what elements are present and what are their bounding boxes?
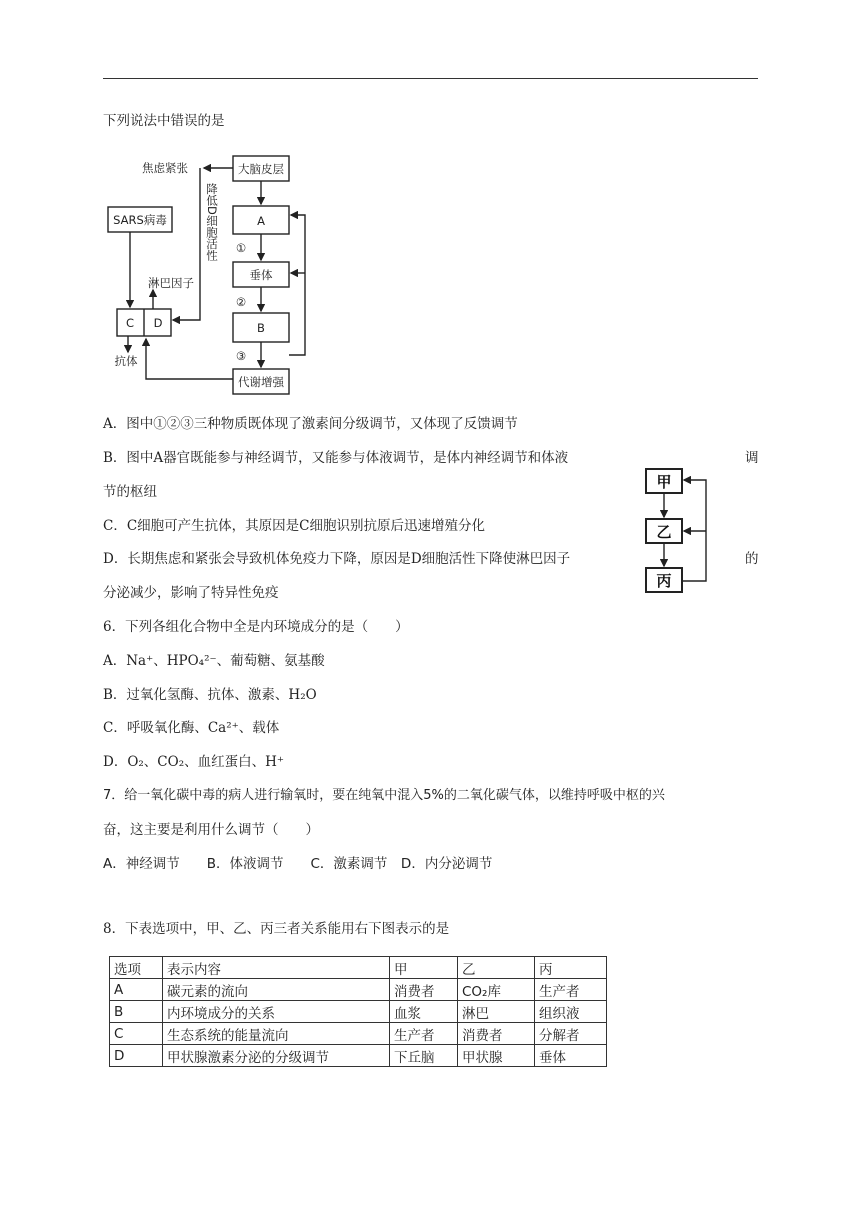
q5-option-b-tail: 调 — [745, 450, 759, 466]
header-rule — [103, 78, 758, 79]
table-row — [110, 1001, 607, 1023]
pituitary-box: 垂体 — [249, 268, 273, 282]
table-cell: 消费者 — [390, 979, 458, 1001]
a-box: A — [257, 214, 265, 228]
metabolism-box: 代谢增强 — [238, 375, 284, 389]
table-cell: 内环境成分的关系 — [163, 1001, 390, 1023]
table-cell: C — [110, 1023, 163, 1045]
table-cell: 甲状腺 — [458, 1045, 535, 1067]
table-row — [110, 1023, 607, 1045]
table-cell: 下丘脑 — [390, 1045, 458, 1067]
header-cell: 表示内容 — [163, 957, 390, 979]
table-cell: A — [110, 979, 163, 1001]
table-cell: 淋巴 — [458, 1001, 535, 1023]
table-row — [110, 979, 607, 1001]
header-cell: 甲 — [390, 957, 458, 979]
table-row — [110, 1045, 607, 1067]
table-cell: 碳元素的流向 — [163, 979, 390, 1001]
table-cell: 生产者 — [535, 979, 607, 1001]
table-cell: B — [110, 1001, 163, 1023]
table-cell: 消费者 — [458, 1023, 535, 1045]
table-cell: 垂体 — [535, 1045, 607, 1067]
q8-stem: 8．下表选项中，甲、乙、丙三者关系能用右下图表示的是 — [103, 921, 450, 937]
q6-stem: 6．下列各组化合物中全是内环境成分的是（ ） — [103, 619, 409, 635]
q5-option-b-line2: 节的枢纽 — [103, 484, 157, 500]
q6-option-a: A．Na⁺、HPO₄²⁻、葡萄糖、氨基酸 — [103, 653, 325, 669]
q7-stem-line1: 7．给一氧化碳中毒的病人进行输氧时，要在纯氧中混入5%的二氧化碳气体，以维持呼吸中枢的兴 — [103, 788, 665, 803]
q5-intro: 下列说法中错误的是 — [103, 113, 225, 129]
step-3-mark: ③ — [235, 349, 247, 363]
q5-option-c: C．C细胞可产生抗体，其原因是C细胞识别抗原后迅速增殖分化 — [103, 518, 485, 534]
cortex-box: 大脑皮层 — [238, 162, 284, 176]
q6-option-d: D．O₂、CO₂、血红蛋白、H⁺ — [103, 754, 285, 770]
table-cell: D — [110, 1045, 163, 1067]
header-cell: 乙 — [458, 957, 535, 979]
bing-box: 丙 — [656, 572, 672, 590]
regulation-diagram — [100, 145, 320, 395]
q6-option-c: C．呼吸氧化酶、Ca²⁺、载体 — [103, 720, 280, 736]
c-cell: C — [125, 316, 135, 330]
q5-option-a: A．图中①②③三种物质既体现了激素间分级调节，又体现了反馈调节 — [103, 416, 518, 432]
jia-yi-bing-diagram — [640, 462, 718, 597]
yi-box: 乙 — [656, 523, 672, 541]
anxiety-label: 焦虑紧张 — [142, 161, 188, 175]
table-cell: 血浆 — [390, 1001, 458, 1023]
q6-option-b: B．过氧化氢酶、抗体、激素、H₂O — [103, 687, 317, 703]
table-cell: 分解者 — [535, 1023, 607, 1045]
table-cell: CO₂库 — [458, 979, 535, 1001]
q5-option-d-tail: 的 — [745, 551, 759, 567]
step-2-mark: ② — [235, 295, 247, 309]
table-cell: 生产者 — [390, 1023, 458, 1045]
q5-option-b-line1: B．图中A器官既能参与神经调节，又能参与体液调节，是体内神经调节和体液 — [103, 450, 569, 466]
jia-box: 甲 — [656, 473, 672, 491]
b-box: B — [257, 321, 265, 335]
lower-d-activity-label: 降低D细胞活性 — [205, 183, 219, 261]
table-cell: 生态系统的能量流向 — [163, 1023, 390, 1045]
antibody-label: 抗体 — [114, 354, 138, 368]
step-1-mark: ① — [235, 241, 247, 255]
sars-box: SARS病毒 — [113, 213, 167, 227]
d-cell: D — [153, 316, 163, 330]
q5-option-d-line1: D．长期焦虑和紧张会导致机体免疫力下降，原因是D细胞活性下降使淋巴因子 — [103, 551, 571, 567]
header-cell: 选项 — [110, 957, 163, 979]
lymphokine-label: 淋巴因子 — [148, 276, 194, 290]
q5-option-d-line2: 分泌减少，影响了特异性免疫 — [103, 585, 279, 601]
header-cell: 丙 — [535, 957, 607, 979]
q7-options: A．神经调节 B．体液调节 C．激素调节 D．内分泌调节 — [103, 856, 493, 872]
table-cell: 组织液 — [535, 1001, 607, 1023]
q8-table — [109, 956, 607, 1067]
table-header-row — [110, 957, 607, 979]
q7-stem-line2: 奋，这主要是利用什么调节（ ） — [103, 822, 319, 838]
table-cell: 甲状腺激素分泌的分级调节 — [163, 1045, 390, 1067]
